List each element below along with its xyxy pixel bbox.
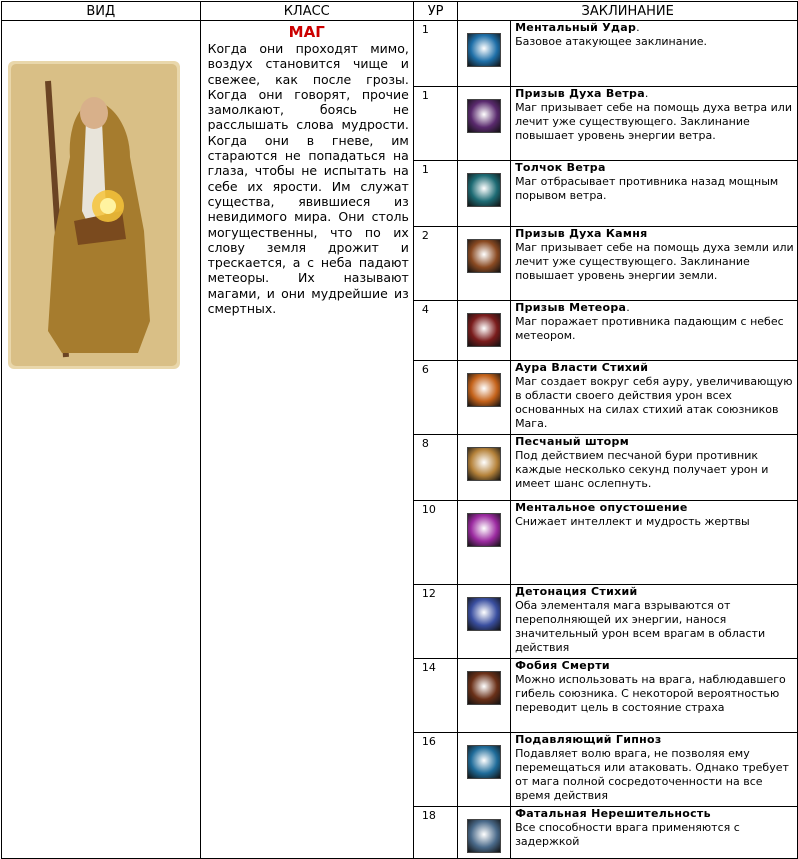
spell-icon-cell: [458, 87, 511, 161]
fatal-indecision-icon: [467, 819, 501, 853]
spell-description: Маг поражает противника падающим с небес метеором.: [515, 315, 784, 342]
spell-description: Базовое атакующее заклинание.: [515, 35, 708, 48]
spell-cell: [511, 659, 798, 733]
spell-cell: [511, 161, 798, 227]
death-phobia-icon: [467, 671, 501, 705]
spell-name: Призыв Метеора: [515, 301, 627, 314]
class-cell: [200, 21, 413, 859]
sandstorm-icon: [467, 447, 501, 481]
spell-cell: [511, 21, 798, 87]
spell-description: Все способности врага применяются с задержкой: [515, 821, 740, 848]
spell-icon-cell: [458, 301, 511, 361]
spell-name: Аура Власти Стихий: [515, 361, 649, 374]
spell-cell: [511, 301, 798, 361]
header-row: [2, 2, 798, 21]
spell-level: 16: [413, 733, 458, 807]
mage-portrait: [8, 61, 180, 369]
spell-icon-cell: [458, 501, 511, 585]
header-level: УР: [413, 2, 458, 21]
spell-level: 8: [413, 435, 458, 501]
spell-cell: [511, 361, 798, 435]
spell-icon-cell: [458, 733, 511, 807]
spell-icon-cell: [458, 161, 511, 227]
spell-name-suffix: .: [626, 301, 630, 314]
spell-cell: [511, 733, 798, 807]
hypnosis-icon: [467, 745, 501, 779]
spell-description: Оба элементаля мага взрываются от переполняющей их энергии, нанося значительный урон всем врагам в области действия: [515, 599, 766, 654]
spell-name-suffix: .: [644, 87, 649, 100]
spell-cell: [511, 227, 798, 301]
spell-icon-cell: [458, 361, 511, 435]
wind-push-icon: [467, 173, 501, 207]
spell-cell: [511, 435, 798, 501]
spell-cell: [511, 585, 798, 659]
spell-description: Подавляет волю врага, не позволяя ему перемещаться или атаковать. Однако требует от мага полной сосредоточенности на все время действия: [515, 747, 789, 802]
spell-level: 10: [413, 501, 458, 585]
wind-spirit-icon: [467, 99, 501, 133]
spell-icon-cell: [458, 227, 511, 301]
stone-spirit-icon: [467, 239, 501, 273]
spell-level: 4: [413, 301, 458, 361]
spell-level: 14: [413, 659, 458, 733]
spell-name: Фобия Смерти: [515, 659, 610, 672]
spell-description: Под действием песчаной бури противник каждые несколько секунд получает урон и имеет шанс ослепнуть.: [515, 449, 769, 490]
meteor-icon: [467, 313, 501, 347]
spell-icon-cell: [458, 435, 511, 501]
spell-icon-cell: [458, 21, 511, 87]
class-table: [1, 1, 798, 859]
spell-icon-cell: [458, 659, 511, 733]
spell-description: Маг отбрасывает противника назад мощным порывом ветра.: [515, 175, 779, 202]
elemental-detonation-icon: [467, 597, 501, 631]
portrait-cell: [2, 21, 201, 859]
elemental-aura-icon: [467, 373, 501, 407]
spell-name: Призыв Духа Ветра: [515, 87, 645, 100]
spell-description: Можно использовать на врага, наблюдавшего гибель союзника. С некоторой вероятностью переводит цель в состояние страха: [515, 673, 786, 714]
spell-name: Толчок Ветра: [515, 161, 606, 174]
header-class: КЛАСС: [200, 2, 413, 21]
spell-icon-cell: [458, 807, 511, 859]
spell-level: 1: [413, 21, 458, 87]
spell-cell: [511, 807, 798, 859]
spell-name: Детонация Стихий: [515, 585, 638, 598]
spell-description: Маг призывает себе на помощь духа земли или лечит уже существующего. Заклинание повышает уровень энергии земли.: [515, 241, 794, 282]
spell-level: 18: [413, 807, 458, 859]
spell-name: Песчаный шторм: [515, 435, 629, 448]
header-view: ВИД: [2, 2, 201, 21]
spell-description: Снижает интеллект и мудрость жертвы: [515, 515, 750, 528]
spell-level: 6: [413, 361, 458, 435]
spell-name: Призыв Духа Камня: [515, 227, 648, 240]
spell-level: 1: [413, 87, 458, 161]
mental-drain-icon: [467, 513, 501, 547]
spell-description: Маг призывает себе на помощь духа ветра или лечит уже существующего. Заклинание повышает уровень энергии ветра.: [515, 101, 792, 142]
spell-name: Фатальная Нерешительность: [515, 807, 711, 820]
spell-name: Подавляющий Гипноз: [515, 733, 662, 746]
spell-description: Маг создает вокруг себя ауру, увеличивающую в области своего действия урон всех основанных на силах стихий атак союзников Мага.: [515, 375, 793, 430]
spell-name: Ментальное опустошение: [515, 501, 688, 514]
spell-cell: [511, 87, 798, 161]
spell-level: 12: [413, 585, 458, 659]
class-name: МАГ: [288, 23, 325, 41]
spell-row: [2, 21, 798, 87]
spell-level: 1: [413, 161, 458, 227]
mental-strike-icon: [467, 33, 501, 67]
spell-cell: [511, 501, 798, 585]
spell-name: Ментальный Удар: [515, 21, 637, 34]
spell-level: 2: [413, 227, 458, 301]
spell-icon-cell: [458, 585, 511, 659]
class-description: Когда они проходят мимо, воздух становится чище и свежее, как после грозы. Когда они говорят, прочие замолкают, боясь не расслышать слова мудрости. Когда они в гневе, им стараются не попадаться на глаза, чтобы не испытать на себе их ярости. Им служат существа, явившиеся из невидимого мира. Они столь могущественны, что по их слову земля дрожит и трескается, а с неба падают метеоры. Их называют магами, и они мудрейшие из смертных.: [207, 41, 409, 317]
spell-name-suffix: .: [636, 21, 640, 34]
header-spell: ЗАКЛИНАНИЕ: [458, 2, 798, 21]
